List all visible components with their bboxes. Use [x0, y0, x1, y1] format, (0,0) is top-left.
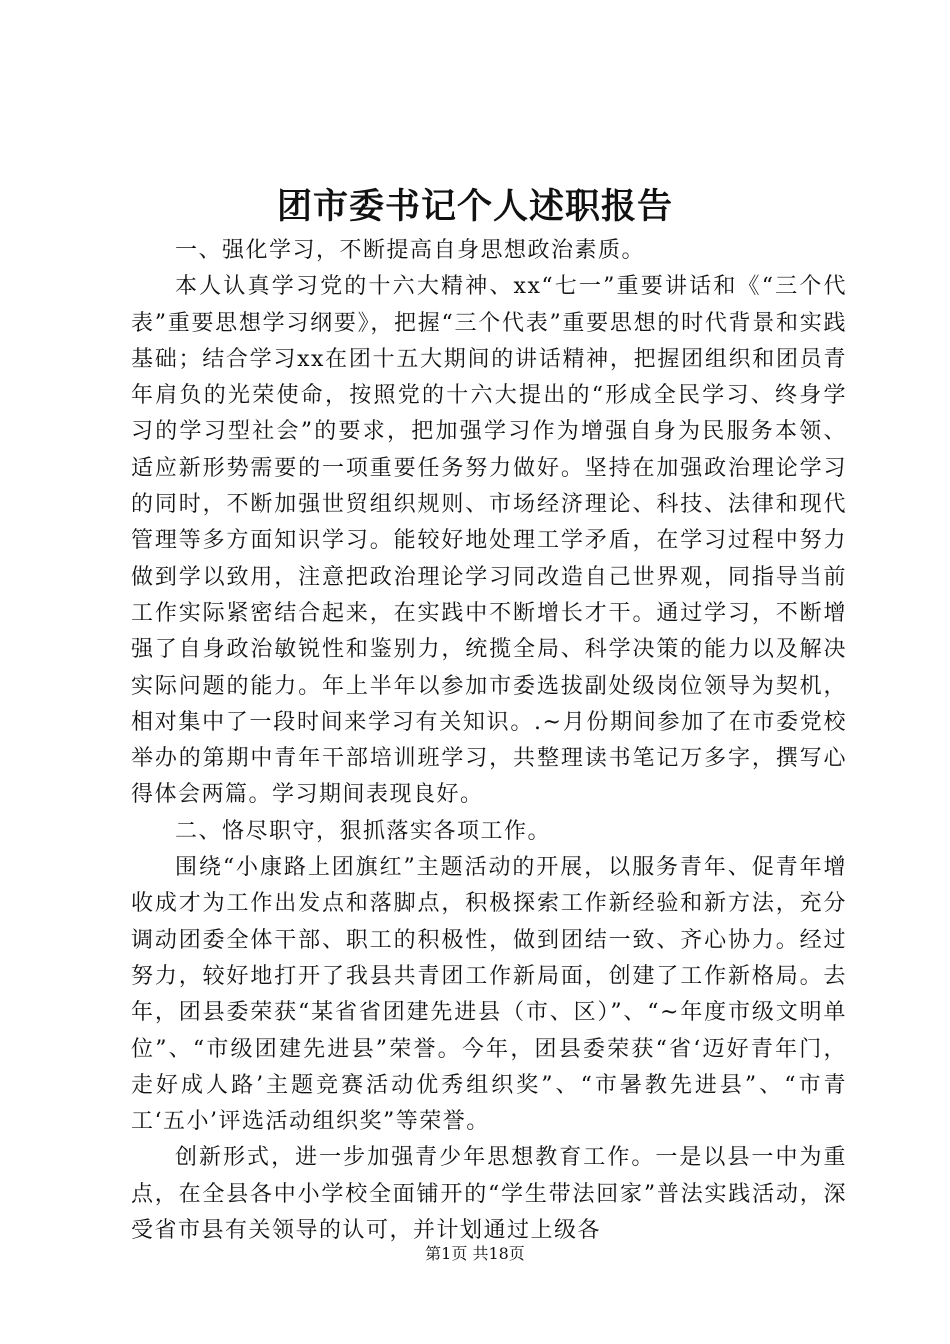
paragraph-education: 创新形式，进一步加强青少年思想教育工作。一是以县一中为重点，在全县各中小学校全面铺开的“学生带法回家”普法实践活动，深受省市县有关领导的认可，并计划通过上级各	[131, 1145, 847, 1244]
section-heading-1: 一、强化学习，不断提高自身思想政治素质。	[175, 238, 646, 263]
section-heading-2: 二、恪尽职守，狠抓落实各项工作。	[175, 818, 552, 844]
paragraph-work: 围绕“小康路上团旗红”主题活动的开展，以服务青年、促青年增收成才为工作出发点和落脚点，积极探索工作新经验和新方法，充分调动团委全体干部、职工的积极性，做到团结一致、齐心协力。经过努力，较好地打开了我县共青团工作新局面，创建了工作新格局。去年，团县委荣获“某省省团建先进县（市、区）”、“~年度市级文明单位”、“市级团建先进县”荣誉。今年，团县委荣获“省‘迈好青年门，走好成人路’主题竞赛活动优秀组织奖”、“市暑教先进县”、“市青工‘五小’评选活动组织奖”等荣誉。	[131, 855, 847, 1135]
paragraph-study: 本人认真学习党的十六大精神、xx“七一”重要讲话和《“三个代表”重要思想学习纲要》，把握“三个代表”重要思想的时代背景和实践基础；结合学习xx在团十五大期间的讲话精神，把握团组织和团员青年肩负的光荣使命，按照党的十六大提出的“形成全民学习、终身学习的学习型社会”的要求，把加强学习作为增强自身为民服务本领、适应新形势需要的一项重要任务努力做好。坚持在加强政治理论学习的同时，不断加强世贸组织规则、市场经济理论、科技、法律和现代管理等多方面知识学习。能较好地处理工学矛盾，在学习过程中努力做到学以致用，注意把政治理论学习同改造自己世界观，同指导当前工作实际紧密结合起来，在实践中不断增长才干。通过学习，不断增强了自身政治敏锐性和鉴别力，统揽全局、科学决策的能力以及解决实际问题的能力。年上半年以参加市委选拔副处级岗位领导为契机，相对集中了一段时间来学习有关知识。.~月份期间参加了在市委党校举办的第期中青年干部培训班学习，共整理读书笔记万多字，撰写心得体会两篇。学习期间表现良好。	[131, 274, 847, 808]
page-footer: 第1页 共18页	[425, 1244, 525, 1263]
document-body	[131, 233, 847, 1249]
document-title: 团市委书记个人述职报告	[276, 186, 673, 227]
